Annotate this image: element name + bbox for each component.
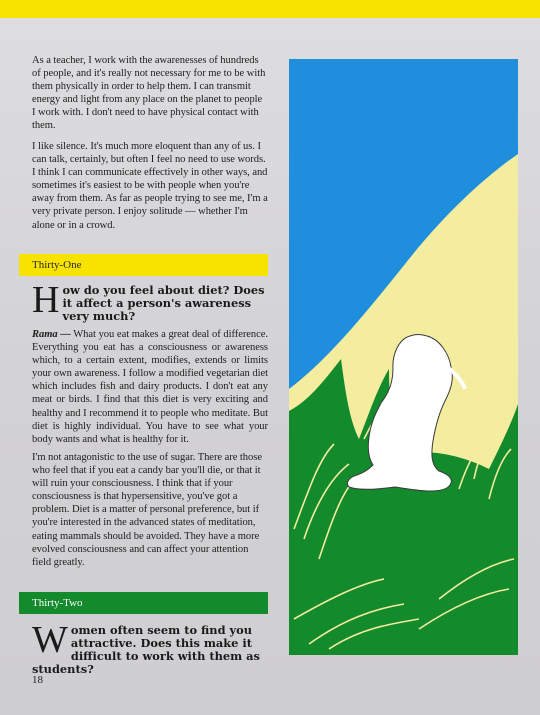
dropcap-w: W [32, 619, 68, 661]
dropcap-h: H [32, 279, 60, 321]
question-thirty-two [32, 619, 268, 676]
question-text: ow do you feel about diet? Does it affect a person's awareness very much? [62, 283, 265, 323]
question-text: omen often seem to find you attractive. Does this make it difficult to work with them as students? [32, 623, 260, 676]
meditation-illustration [289, 59, 518, 655]
paragraph-teacher: As a teacher, I work with the awarenesses of hundreds of people, and it's really not necessary for me to be with them physically in order to help them. I can transmit energy and light from any place on the planet to people I work with. I don't need to have physical contact with them. [32, 55, 266, 132]
top-accent-bar [0, 0, 540, 18]
answer-thirty-one-part-2: I'm not antagonistic to the use of sugar. There are those who feel that if you eat a candy bar you'll die, or that it will ruin your consciousness. I think that if your consciousness is that hypersensitive, you've got a problem. Diet is a matter of personal preference, but if you're interested in the advanced states of meditation, eating mammals should be avoided. They have a more evolved consciousness and can affect your attention field greatly. [32, 452, 262, 568]
paragraph-silence: I like silence. It's much more eloquent than any of us. I can talk, certainly, but often I feel no need to use words. I think I can communicate effectively in other ways, and sometimes it's easiest to be with people when you're away from them. As far as people trying to see me, I'm a very private person. I enjoy solitude — whether I'm alone or in a crowd. [32, 141, 268, 231]
page-number: 18 [32, 674, 43, 686]
answer-text: What you eat makes a great deal of difference. Everything you eat has a consciousness or awareness which, to a certain extent, modifies, extends or limits your own awareness. I follow a modified vegetarian diet which includes fish and dairy products. I don't eat any meat or birds. I find that this diet is very exciting and healthy and I recommend it to people who meditate. But diet is highly individual. You have to see what your body wants and what is healthy for it. [32, 329, 268, 445]
section-label-thirty-two: Thirty-Two [19, 592, 268, 614]
speaker-label: Rama — [32, 329, 71, 340]
answer-thirty-one-part-1 [32, 328, 268, 446]
section-label-thirty-one: Thirty-One [19, 254, 268, 276]
question-thirty-one [32, 279, 268, 323]
